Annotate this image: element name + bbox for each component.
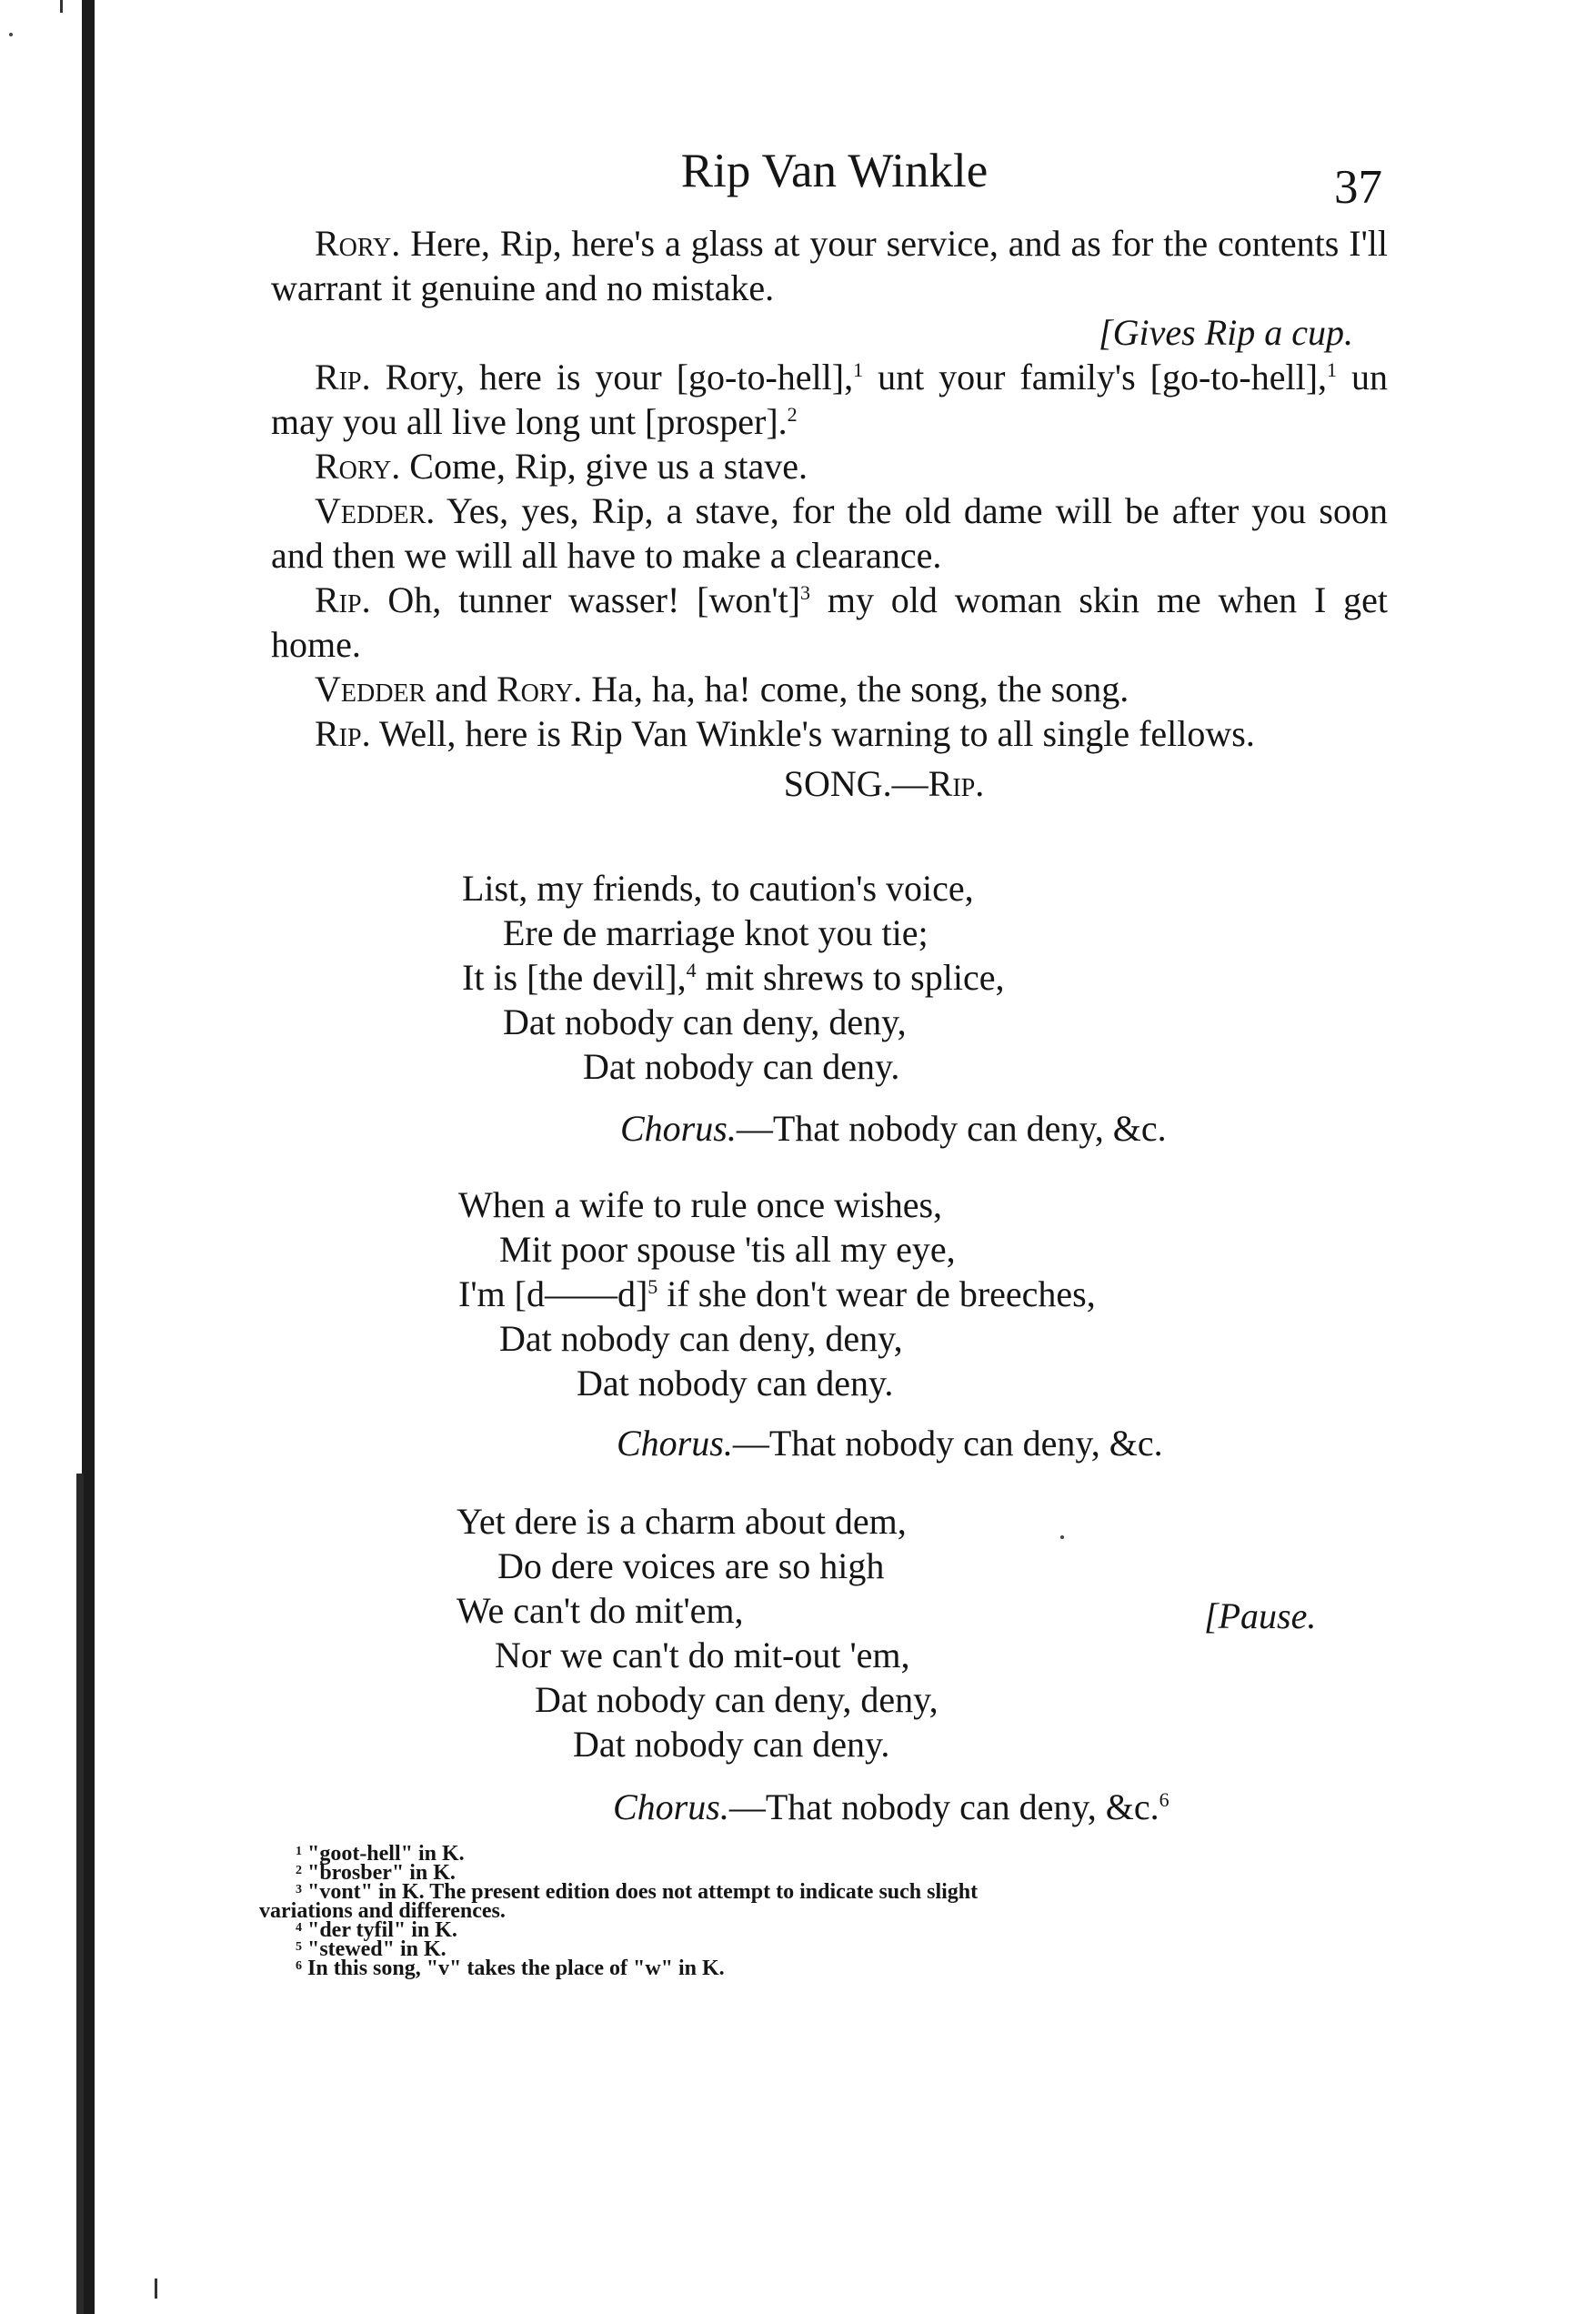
verse-line: List, my friends, to caution's voice, (462, 868, 974, 909)
stage-direction (271, 310, 1388, 355)
speech-text: Come, Rip, give us a stave. (409, 446, 808, 487)
verse-text: if she don't wear de breeches, (657, 1273, 1096, 1314)
chorus-label: Chorus. (620, 1108, 737, 1149)
verse-line: Dat nobody can deny, deny, (535, 1679, 939, 1720)
footnote-number: 5 (296, 1940, 302, 1954)
speech-rip-2 (271, 578, 1388, 667)
conjunction: and (426, 669, 497, 709)
scan-mark (60, 0, 63, 13)
footnote-text: "brosber" in K. (307, 1861, 456, 1885)
speaker-name: Rip. (315, 713, 371, 754)
speaker-name: Rory. (315, 223, 401, 264)
verse-line: Nor we can't do mit-out 'em, (495, 1635, 910, 1675)
speech-rip-3 (271, 711, 1388, 756)
running-title: Rip Van Winkle (680, 145, 989, 197)
verse-line: Do dere voices are so high (497, 1545, 885, 1586)
speaker-name: Vedder. (315, 490, 436, 531)
verse-text: It is [the devil], (462, 957, 687, 998)
song-verse-1 (462, 866, 1004, 1089)
page-header (0, 144, 1596, 214)
page-binding-edge (82, 0, 95, 2314)
verse-line: We can't do mit'em, (457, 1590, 744, 1631)
speech-rory-2 (271, 444, 1388, 488)
chorus-2 (617, 1422, 1163, 1464)
footnote-ref: 6 (1159, 1788, 1169, 1811)
footnote (259, 1959, 1387, 1978)
footnote-text: "stewed" in K. (307, 1937, 447, 1961)
chorus-3 (613, 1786, 1169, 1828)
song-verse-2 (458, 1182, 1096, 1405)
footnote-ref: 5 (647, 1275, 658, 1298)
footnote-number: 1 (296, 1845, 302, 1858)
verse-line: Dat nobody can deny. (577, 1363, 894, 1403)
song-title (271, 761, 1388, 806)
speech-text: Rory, here is your [go-to-hell], (385, 357, 854, 397)
chorus-1 (620, 1107, 1167, 1150)
dialogue-block (271, 221, 1388, 815)
scan-speck (1060, 1535, 1064, 1539)
speaker-name: Rory. (315, 446, 401, 487)
chorus-text: —That nobody can deny, &c. (732, 1423, 1163, 1464)
song-title-text: SONG.— (783, 763, 928, 804)
song-verse-3 (457, 1499, 939, 1766)
verse-line: Dat nobody can deny. (583, 1046, 900, 1087)
footnote-number: 4 (296, 1921, 302, 1935)
stage-direction-text: [Gives Rip a cup. (1099, 312, 1353, 353)
footnote-ref: 1 (853, 358, 864, 381)
speech-text: my old woman skin me when I get home. (271, 579, 1389, 665)
footnote-ref: 4 (686, 959, 697, 981)
verse-line: Dat nobody can deny. (573, 1724, 890, 1765)
footnote-text: "vont" in K. The present edition does not attempt to indicate such slight (307, 1880, 979, 1904)
speaker-name: Vedder (315, 669, 427, 709)
verse-line: Dat nobody can deny, deny, (499, 1318, 903, 1359)
scan-mark (155, 2279, 157, 2299)
chorus-label: Chorus. (617, 1423, 733, 1464)
footnotes (259, 1842, 1387, 1980)
footnote-text: "goot-hell" in K. (307, 1842, 465, 1866)
speech-text: un may you all live long unt [prosper]. (271, 357, 1388, 442)
verse-line: When a wife to rule once wishes, (458, 1184, 943, 1225)
speaker-name: Rory. (496, 669, 583, 709)
footnote-text: In this song, "v" takes the place of "w" in K. (307, 1957, 725, 1980)
speech-text: Here, Rip, here's a glass at your service, and as for the contents I'll warrant it genuine and no mistake. (271, 223, 1389, 308)
footnote-ref: 2 (787, 403, 798, 426)
verse-line: Mit poor spouse 'tis all my eye, (499, 1229, 956, 1270)
footnote-number: 2 (296, 1864, 302, 1877)
speech-vedder-1 (271, 488, 1388, 578)
footnote-text: variations and differences. (259, 1899, 506, 1923)
verse-line (458, 1272, 1096, 1316)
footnote-ref: 3 (800, 581, 811, 604)
speech-text: Oh, tunner wasser! [won't] (387, 579, 801, 620)
speech-rip-1 (271, 355, 1388, 444)
verse-line: Dat nobody can deny, deny, (503, 1001, 907, 1042)
footnote-ref: 1 (1327, 358, 1338, 381)
footnote-text: "der tyfil" in K. (307, 1918, 457, 1942)
verse-line: Yet dere is a charm about dem, (457, 1501, 907, 1542)
stage-direction-pause: [Pause. (1204, 1595, 1317, 1636)
page-number: 37 (1334, 161, 1382, 214)
speech-text: unt your family's [go-to-hell], (863, 357, 1328, 397)
verse-text: mit shrews to splice, (705, 957, 1005, 998)
page-binding-shadow (76, 1474, 84, 2314)
footnote-number: 6 (296, 1959, 302, 1973)
verse-line (462, 955, 1004, 1000)
footnote-number: 3 (296, 1883, 302, 1896)
speaker-name: Rip. (315, 357, 371, 397)
scan-speck (9, 33, 13, 36)
verse-text: I'm [d——d] (458, 1273, 648, 1314)
speech-text: Yes, yes, Rip, a stave, for the old dame will be after you soon and then we will all have to make a clearance. (271, 490, 1388, 576)
chorus-text: —That nobody can deny, &c. (736, 1108, 1167, 1149)
song-title-speaker: Rip. (928, 763, 985, 804)
speech-text: Ha, ha, ha! come, the song, the song. (591, 669, 1129, 709)
speech-vedder-rory (271, 667, 1388, 711)
verse-line: Ere de marriage knot you tie; (503, 912, 928, 953)
speaker-name: Rip. (315, 579, 371, 620)
speech-text: Well, here is Rip Van Winkle's warning to all single fellows. (378, 713, 1255, 754)
speech-rory-1 (271, 221, 1388, 310)
chorus-text: —That nobody can deny, &c. (728, 1786, 1159, 1827)
chorus-label: Chorus. (613, 1786, 729, 1827)
